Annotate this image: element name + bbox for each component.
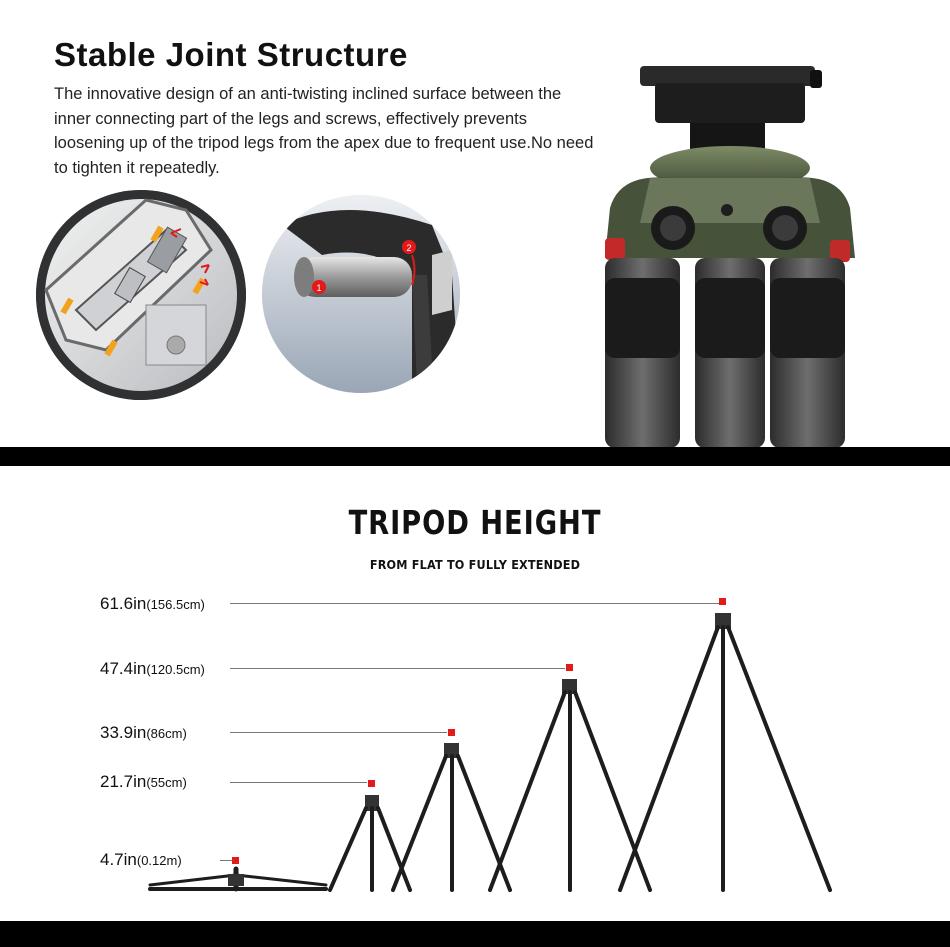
height-subtitle: FROM FLAT TO FULLY EXTENDED — [369, 557, 581, 572]
height-title: TRIPOD HEIGHT — [348, 503, 602, 542]
joint-title: Stable Joint Structure — [54, 36, 408, 73]
callout-1: 1 — [316, 283, 322, 293]
callout-2: 2 — [406, 243, 412, 253]
height-label-cm: (86cm) — [146, 726, 187, 741]
tripod-47in — [490, 664, 650, 890]
height-label-main: 47.4in — [100, 659, 147, 678]
height-label-cm: (156.5cm) — [146, 597, 205, 612]
height-label-cm: (120.5cm) — [146, 662, 205, 677]
tripod-flat — [150, 857, 326, 889]
height-label-main: 61.6in — [100, 594, 147, 613]
height-label-main: 21.7in — [100, 772, 147, 791]
tripod-33in — [393, 729, 510, 890]
footer-band — [0, 921, 950, 947]
height-label-cm: (55cm) — [146, 775, 187, 790]
joint-description: The innovative design of an anti-twisting inclined surface between the inner connecting part of the legs and screws, effectively prevents loosening up of the tripod legs from the apex due to frequent use.No need to tighten it repeatedly. — [54, 85, 594, 177]
height-label-main: 4.7in — [100, 850, 137, 869]
height-label-cm: (0.12m) — [136, 853, 182, 868]
tripod-61in — [620, 598, 830, 890]
height-label-main: 33.9in — [100, 723, 147, 742]
